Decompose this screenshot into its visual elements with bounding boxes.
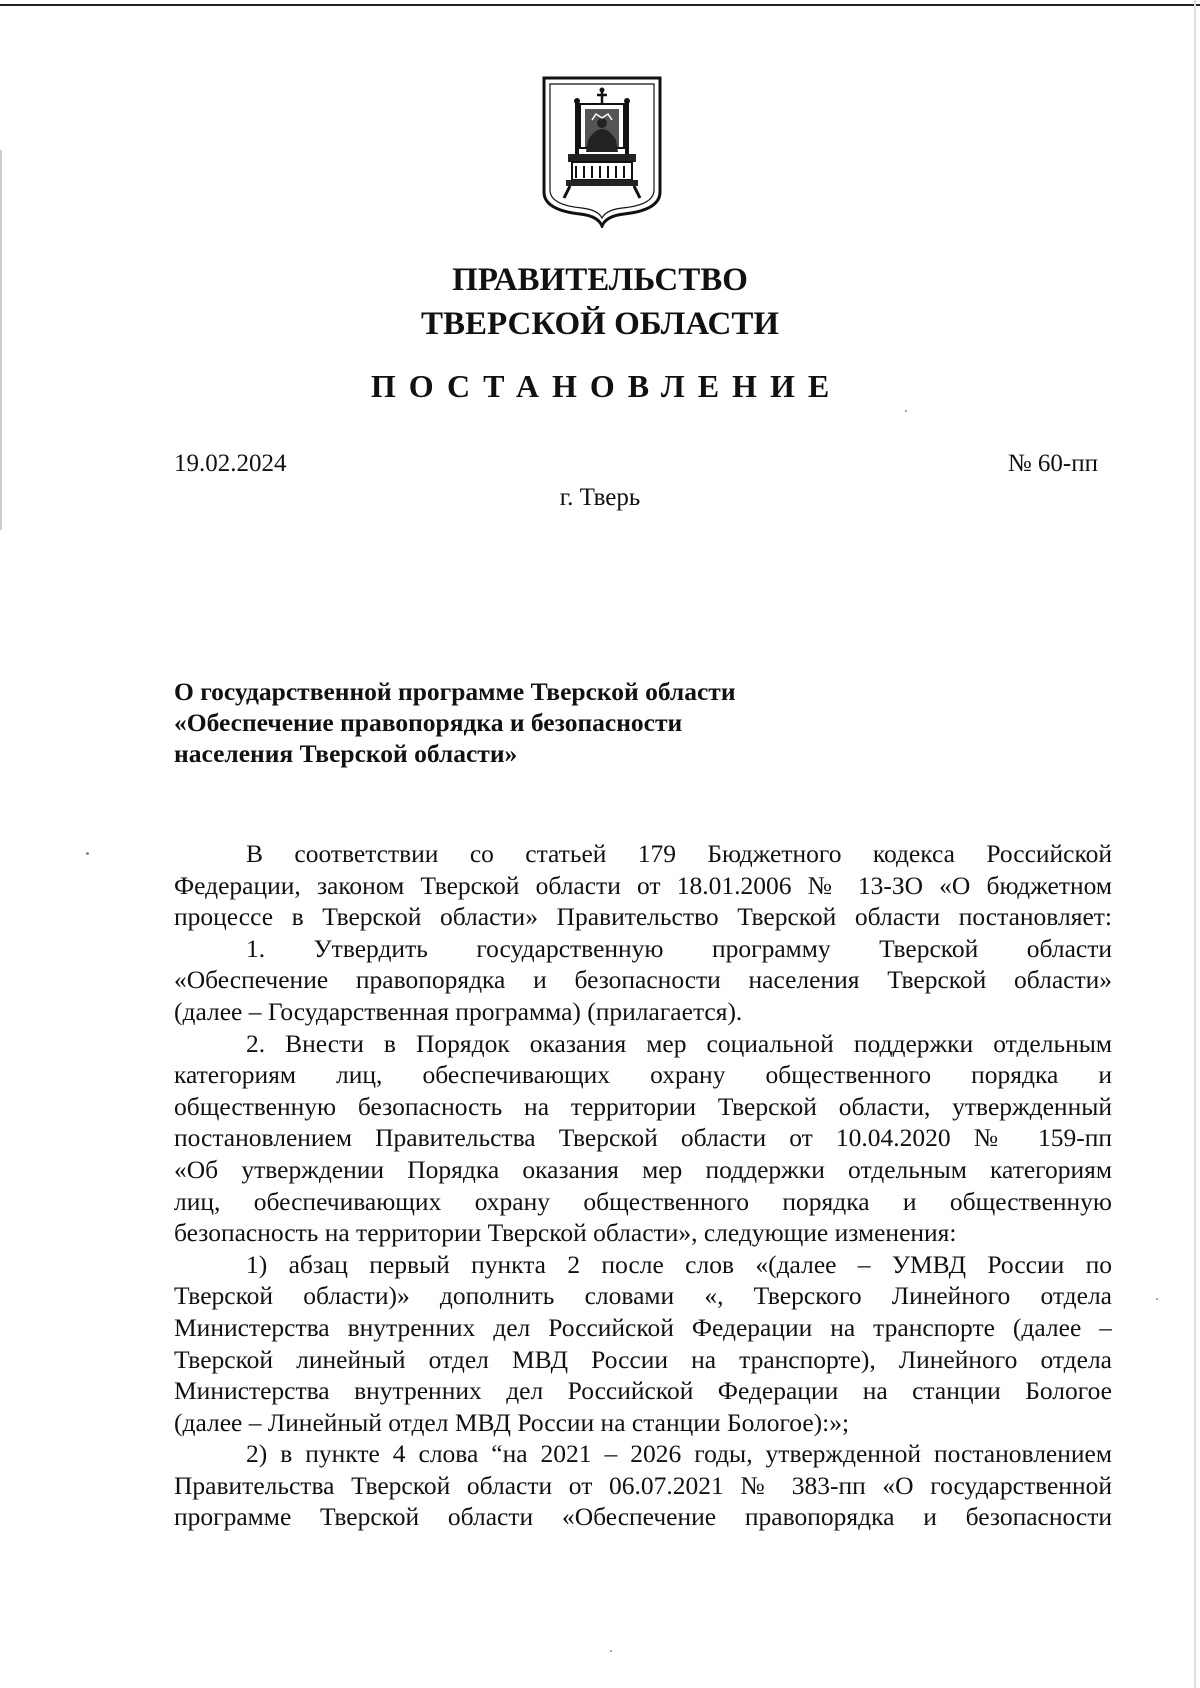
- subject-line: «Обеспечение правопорядка и безопасности: [174, 708, 683, 737]
- document-subject: [174, 676, 974, 769]
- body-line: Министерства внутренних дел Российской Федерации на транспорте (далее –: [174, 1312, 1112, 1342]
- body-line: общественную безопасность на территории Тверской области, утвержденный: [174, 1091, 1112, 1121]
- body-line: постановлением Правительства Тверской области от 10.04.2020 № 159-пп: [174, 1123, 1112, 1153]
- body-line: Министерства внутренних дел Российской Федерации на станции Бологое: [174, 1376, 1112, 1406]
- scan-speck: [1156, 1298, 1158, 1300]
- body-line: 2) в пункте 4 слова “на 2021 – 2026 годы, утвержденной постановлением: [246, 1439, 1112, 1469]
- body-line: 1) абзац первый пункта 2 после слов «(далее – УМВД России по: [246, 1249, 1112, 1279]
- organization-title: [0, 258, 1200, 346]
- body-line: «Обеспечение правопорядка и безопасности населения Тверской области»: [174, 965, 1112, 995]
- body-line: Тверской линейный отдел МВД России на транспорте), Линейного отдела: [174, 1344, 1112, 1374]
- body-line: Тверской области)» дополнить словами «, Тверского Линейного отдела: [174, 1281, 1112, 1311]
- body-line: категориям лиц, обеспечивающих охрану общественного порядка и: [174, 1060, 1112, 1090]
- organization-line-1: ПРАВИТЕЛЬСТВО: [452, 262, 748, 298]
- scan-speck: [86, 852, 89, 855]
- scan-speck: [905, 410, 907, 412]
- subject-line: населения Тверской области»: [174, 739, 518, 768]
- body-line: процессе в Тверской области» Правительство Тверской области постановляет:: [174, 902, 1112, 932]
- document-body: [174, 838, 1112, 1533]
- scan-top-border: [0, 4, 1200, 6]
- body-line: Федерации, законом Тверской области от 18.01.2006 № 13-ЗО «О бюджетном: [174, 870, 1112, 900]
- document-date: 19.02.2024: [174, 450, 287, 477]
- body-line: безопасность на территории Тверской области», следующие изменения:: [174, 1218, 957, 1248]
- subject-line: О государственной программе Тверской области: [174, 677, 736, 706]
- body-line: 1. Утвердить государственную программу Тверской области: [246, 933, 1112, 963]
- organization-line-2: ТВЕРСКОЙ ОБЛАСТИ: [420, 306, 780, 342]
- document-type: ПОСТАНОВЛЕНИЕ: [370, 368, 843, 404]
- body-line: «Об утверждении Порядка оказания мер поддержки отдельным категориям: [174, 1154, 1112, 1184]
- scan-right-border: [1194, 0, 1196, 1688]
- body-line: В соответствии со статьей 179 Бюджетного кодекса Российской: [246, 839, 1112, 868]
- body-line: 2. Внести в Порядок оказания мер социальной поддержки отдельным: [246, 1028, 1112, 1058]
- body-line: программе Тверской области «Обеспечение правопорядка и безопасности: [174, 1502, 1112, 1532]
- body-line: лиц, обеспечивающих охрану общественного порядка и общественную: [174, 1186, 1112, 1216]
- body-line: Правительства Тверской области от 06.07.2021 № 383-пп «О государственной: [174, 1470, 1112, 1500]
- body-line: (далее – Государственная программа) (прилагается).: [174, 996, 743, 1026]
- body-line: (далее – Линейный отдел МВД России на станции Бологое):»;: [174, 1407, 850, 1437]
- tver-region-coat-of-arms-icon: [540, 74, 664, 228]
- document-number: № 60-пп: [1007, 450, 1098, 477]
- scan-speck: [610, 1650, 612, 1652]
- document-city: г. Тверь: [559, 484, 641, 511]
